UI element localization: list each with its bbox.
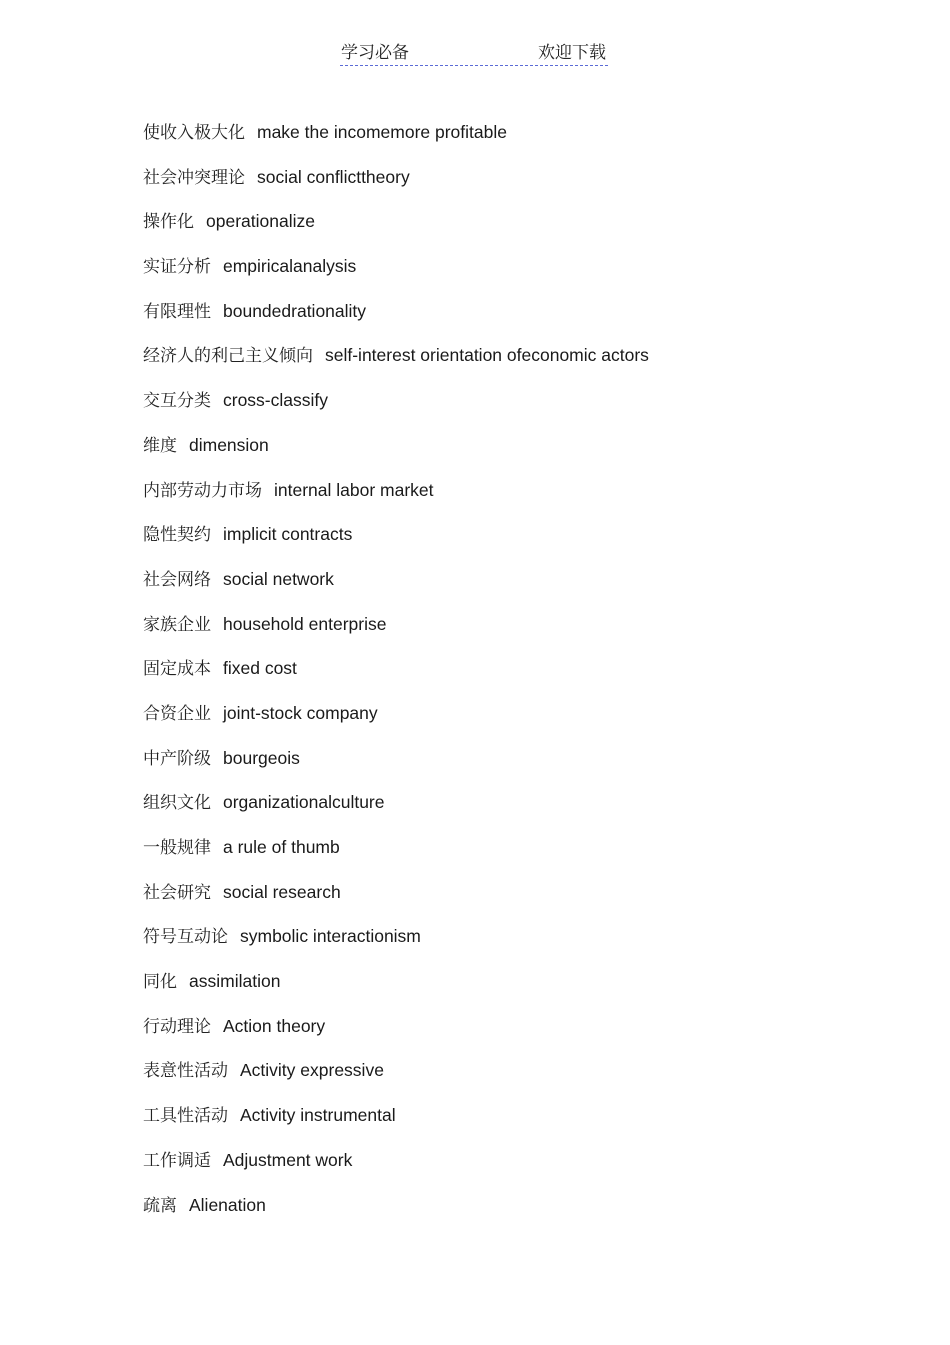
term-chinese: 有限理性 <box>143 301 211 322</box>
term-chinese: 家族企业 <box>143 614 211 635</box>
term-english: internal labor market <box>274 479 434 500</box>
term-english: Activity expressive <box>240 1060 384 1081</box>
term-english: dimension <box>189 434 269 455</box>
term-chinese: 操作化 <box>143 212 194 233</box>
glossary-row <box>143 433 649 478</box>
term-english: boundedrationality <box>223 300 367 321</box>
term-chinese: 一般规律 <box>143 838 211 858</box>
term-english: household enterprise <box>223 613 387 634</box>
glossary-row <box>143 478 649 523</box>
term-chinese: 中产阶级 <box>143 748 211 769</box>
glossary-row <box>143 746 649 791</box>
term-chinese: 组织文化 <box>143 793 211 814</box>
glossary-row <box>143 388 649 433</box>
term-english: a rule of thumb <box>223 837 340 857</box>
glossary-row <box>143 1058 649 1103</box>
term-chinese: 使收入极大化 <box>143 123 245 143</box>
glossary-row <box>143 567 649 612</box>
glossary-row <box>143 1148 649 1193</box>
term-english: implicit contracts <box>223 524 353 545</box>
term-english: Activity instrumental <box>240 1105 396 1126</box>
term-chinese: 表意性活动 <box>143 1061 228 1082</box>
term-chinese: 内部劳动力市场 <box>143 480 262 501</box>
term-english: social research <box>223 881 341 902</box>
glossary-row <box>143 656 649 701</box>
term-english: symbolic interactionism <box>240 926 421 947</box>
term-english: Adjustment work <box>223 1149 353 1170</box>
glossary-row <box>143 612 649 657</box>
term-chinese: 隐性契约 <box>143 525 211 546</box>
glossary-row <box>143 165 649 210</box>
glossary-list <box>143 120 649 1237</box>
glossary-row <box>143 1193 649 1238</box>
term-english: social conflicttheory <box>257 166 410 187</box>
term-chinese: 行动理论 <box>143 1016 211 1037</box>
term-chinese: 社会冲突理论 <box>143 167 245 188</box>
glossary-row <box>143 120 649 165</box>
term-chinese: 工具性活动 <box>143 1106 228 1127</box>
term-english: cross-classify <box>223 390 329 411</box>
glossary-row <box>143 299 649 344</box>
glossary-row <box>143 880 649 925</box>
term-english: empiricalanalysis <box>223 256 357 277</box>
term-english: assimilation <box>189 971 281 992</box>
term-english: operationalize <box>206 211 315 232</box>
glossary-row <box>143 924 649 969</box>
glossary-row <box>143 209 649 254</box>
page-header <box>340 40 608 66</box>
term-english: self-interest orientation ofeconomic actors <box>325 345 649 366</box>
glossary-row <box>143 254 649 299</box>
term-chinese: 合资企业 <box>143 703 211 724</box>
term-chinese: 交互分类 <box>143 391 211 412</box>
glossary-row <box>143 835 649 880</box>
term-english: joint-stock company <box>223 702 378 723</box>
term-english: fixed cost <box>223 658 297 679</box>
glossary-row <box>143 1014 649 1059</box>
term-english: bourgeois <box>223 747 300 768</box>
term-chinese: 维度 <box>143 435 177 456</box>
term-chinese: 经济人的利己主义倾向 <box>143 346 313 367</box>
glossary-row <box>143 1103 649 1148</box>
term-chinese: 工作调适 <box>143 1150 211 1171</box>
term-english: organizationalculture <box>223 792 385 813</box>
term-chinese: 疏离 <box>143 1195 177 1216</box>
header-left-text: 学习必备 <box>341 43 409 63</box>
term-chinese: 符号互动论 <box>143 927 228 948</box>
term-chinese: 实证分析 <box>143 257 211 278</box>
term-english: make the incomemore profitable <box>257 122 507 142</box>
glossary-row <box>143 522 649 567</box>
term-chinese: 社会研究 <box>143 882 211 903</box>
glossary-row <box>143 701 649 746</box>
term-english: Action theory <box>223 1015 326 1036</box>
glossary-row <box>143 343 649 388</box>
term-chinese: 同化 <box>143 972 177 993</box>
term-chinese: 固定成本 <box>143 659 211 680</box>
term-english: Alienation <box>189 1194 266 1215</box>
glossary-row <box>143 969 649 1014</box>
term-english: social network <box>223 568 334 589</box>
header-right-text: 欢迎下载 <box>538 43 606 63</box>
glossary-row <box>143 790 649 835</box>
term-chinese: 社会网络 <box>143 569 211 590</box>
